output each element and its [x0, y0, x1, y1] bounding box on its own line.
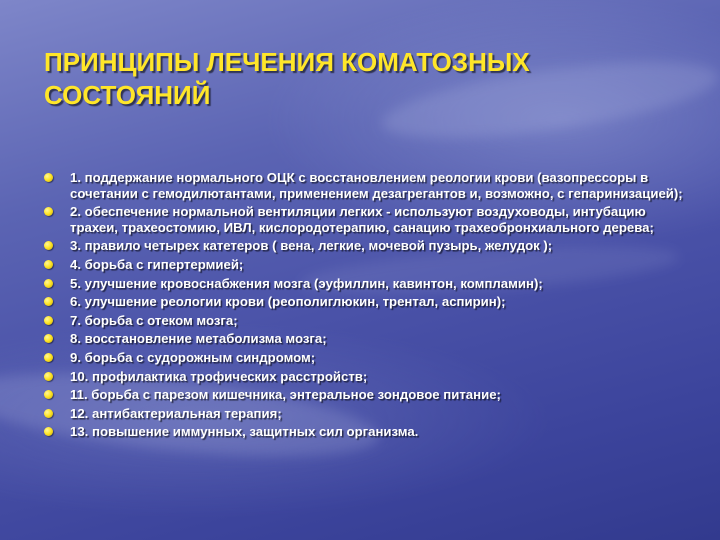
- list-item: [44, 238, 694, 254]
- list-item-text: 6. улучшение реологии крови (реополиглюкин, трентал, аспирин);: [70, 294, 506, 310]
- list-item: [44, 387, 694, 403]
- list-item: [44, 276, 694, 292]
- list-item: [44, 350, 694, 366]
- list-item: [44, 313, 694, 329]
- yellow-dot-icon: [44, 390, 53, 399]
- list-item-text: 1. поддержание нормального ОЦК с восстановлением реологии крови (вазопрессоры в сочетании с гемодилютантами, применением дезагрегантов и, возможно, с гепаринизацией);: [70, 170, 683, 201]
- list-item-text: 13. повышение иммунных, защитных сил организма.: [70, 424, 419, 440]
- list-item-text: 10. профилактика трофических расстройств;: [70, 368, 368, 384]
- list-item-text: 8. восстановление метаболизма мозга;: [70, 331, 327, 347]
- list-item: [44, 369, 694, 385]
- yellow-dot-icon: [44, 260, 53, 269]
- list-item: [44, 424, 694, 440]
- list-item-text: 2. обеспечение нормальной вентиляции легких - используют воздуховоды, интубацию трахеи, трахеостомию, ИВЛ, кислородотерапию, санацию трахеобронхиального дерева;: [70, 204, 654, 235]
- list-item: [44, 294, 694, 310]
- list-item-text: 12. антибактериальная терапия;: [70, 405, 282, 421]
- list-item: [44, 331, 694, 347]
- list-item: [44, 406, 694, 422]
- yellow-dot-icon: [44, 334, 53, 343]
- list-item-text: 4. борьба с гипертермией;: [70, 256, 244, 272]
- yellow-dot-icon: [44, 173, 53, 182]
- list-item: [44, 204, 694, 235]
- list-item-text: 3. правило четырех катетеров ( вена, легкие, мочевой пузырь, желудок );: [70, 238, 553, 254]
- yellow-dot-icon: [44, 279, 53, 288]
- list-item-text: 5. улучшение кровоснабжения мозга (эуфиллин, кавинтон, компламин);: [70, 275, 543, 291]
- yellow-dot-icon: [44, 409, 53, 418]
- list-item: [44, 257, 694, 273]
- list-item-text: 7. борьба с отеком мозга;: [70, 312, 238, 328]
- list-item-text: 9. борьба с судорожным синдромом;: [70, 349, 316, 365]
- bullet-list: [44, 170, 694, 443]
- yellow-dot-icon: [44, 316, 53, 325]
- yellow-dot-icon: [44, 207, 53, 216]
- yellow-dot-icon: [44, 353, 53, 362]
- yellow-dot-icon: [44, 297, 53, 306]
- yellow-dot-icon: [44, 427, 53, 436]
- slide-title: ПРИНЦИПЫ ЛЕЧЕНИЯ КОМАТОЗНЫХ СОСТОЯНИЙ: [44, 47, 530, 110]
- yellow-dot-icon: [44, 372, 53, 381]
- list-item-text: 11. борьба с парезом кишечника, энтеральное зондовое питание;: [70, 387, 501, 403]
- list-item: [44, 170, 694, 201]
- yellow-dot-icon: [44, 241, 53, 250]
